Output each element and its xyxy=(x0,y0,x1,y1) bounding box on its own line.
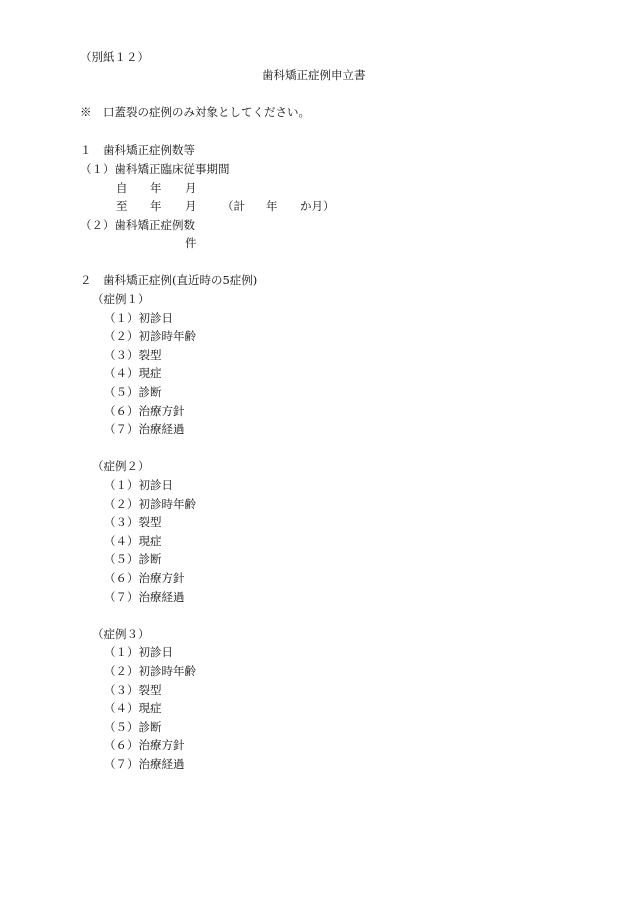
count-heading: （２）歯科矯正症例数 xyxy=(80,218,195,232)
total-months: か月） xyxy=(300,199,335,213)
note-text: ※ 口蓋裂の症例のみ対象としてください。 xyxy=(80,105,310,119)
to-year: 年 xyxy=(150,199,162,213)
case-item: （５）診断 xyxy=(104,552,162,566)
attachment-label: （別紙１２） xyxy=(80,50,149,64)
document-title: 歯科矯正症例申立書 xyxy=(262,68,366,82)
case-item: （２）初診時年齢 xyxy=(104,329,196,343)
case-item: （１）初診日 xyxy=(104,645,173,659)
case-item: （１）初診日 xyxy=(104,311,173,325)
case-item: （２）初診時年齢 xyxy=(104,497,196,511)
case-item: （５）診断 xyxy=(104,720,162,734)
case-item: （７）治療経過 xyxy=(104,422,185,436)
case-item: （４）現症 xyxy=(104,534,162,548)
section2-heading: ２ 歯科矯正症例(直近時の5症例) xyxy=(80,273,258,287)
from-prefix: 自 xyxy=(116,181,128,195)
section1-heading: １ 歯科矯正症例数等 xyxy=(80,143,195,157)
to-prefix: 至 xyxy=(116,199,128,213)
case-item: （７）治療経過 xyxy=(104,757,185,771)
count-unit: 件 xyxy=(185,236,197,250)
case-item: （７）治療経過 xyxy=(104,590,185,604)
case-item: （４）現症 xyxy=(104,366,162,380)
to-month: 月 xyxy=(185,199,197,213)
case-label: （症例３） xyxy=(92,627,150,641)
case-item: （３）裂型 xyxy=(104,515,162,529)
case-item: （３）裂型 xyxy=(104,683,162,697)
period-heading: （１）歯科矯正臨床従事期間 xyxy=(80,162,230,176)
case-item: （１）初診日 xyxy=(104,478,173,492)
case-item: （６）治療方針 xyxy=(104,404,185,418)
case-item: （６）治療方針 xyxy=(104,571,185,585)
case-item: （６）治療方針 xyxy=(104,738,185,752)
total-year: 年 xyxy=(266,199,278,213)
total-open: （計 xyxy=(222,199,245,213)
case-label: （症例１） xyxy=(92,292,150,306)
case-label: （症例２） xyxy=(92,459,150,473)
case-item: （２）初診時年齢 xyxy=(104,664,196,678)
from-month: 月 xyxy=(185,181,197,195)
case-item: （３）裂型 xyxy=(104,348,162,362)
case-item: （５）診断 xyxy=(104,385,162,399)
case-item: （４）現症 xyxy=(104,701,162,715)
from-year: 年 xyxy=(150,181,162,195)
